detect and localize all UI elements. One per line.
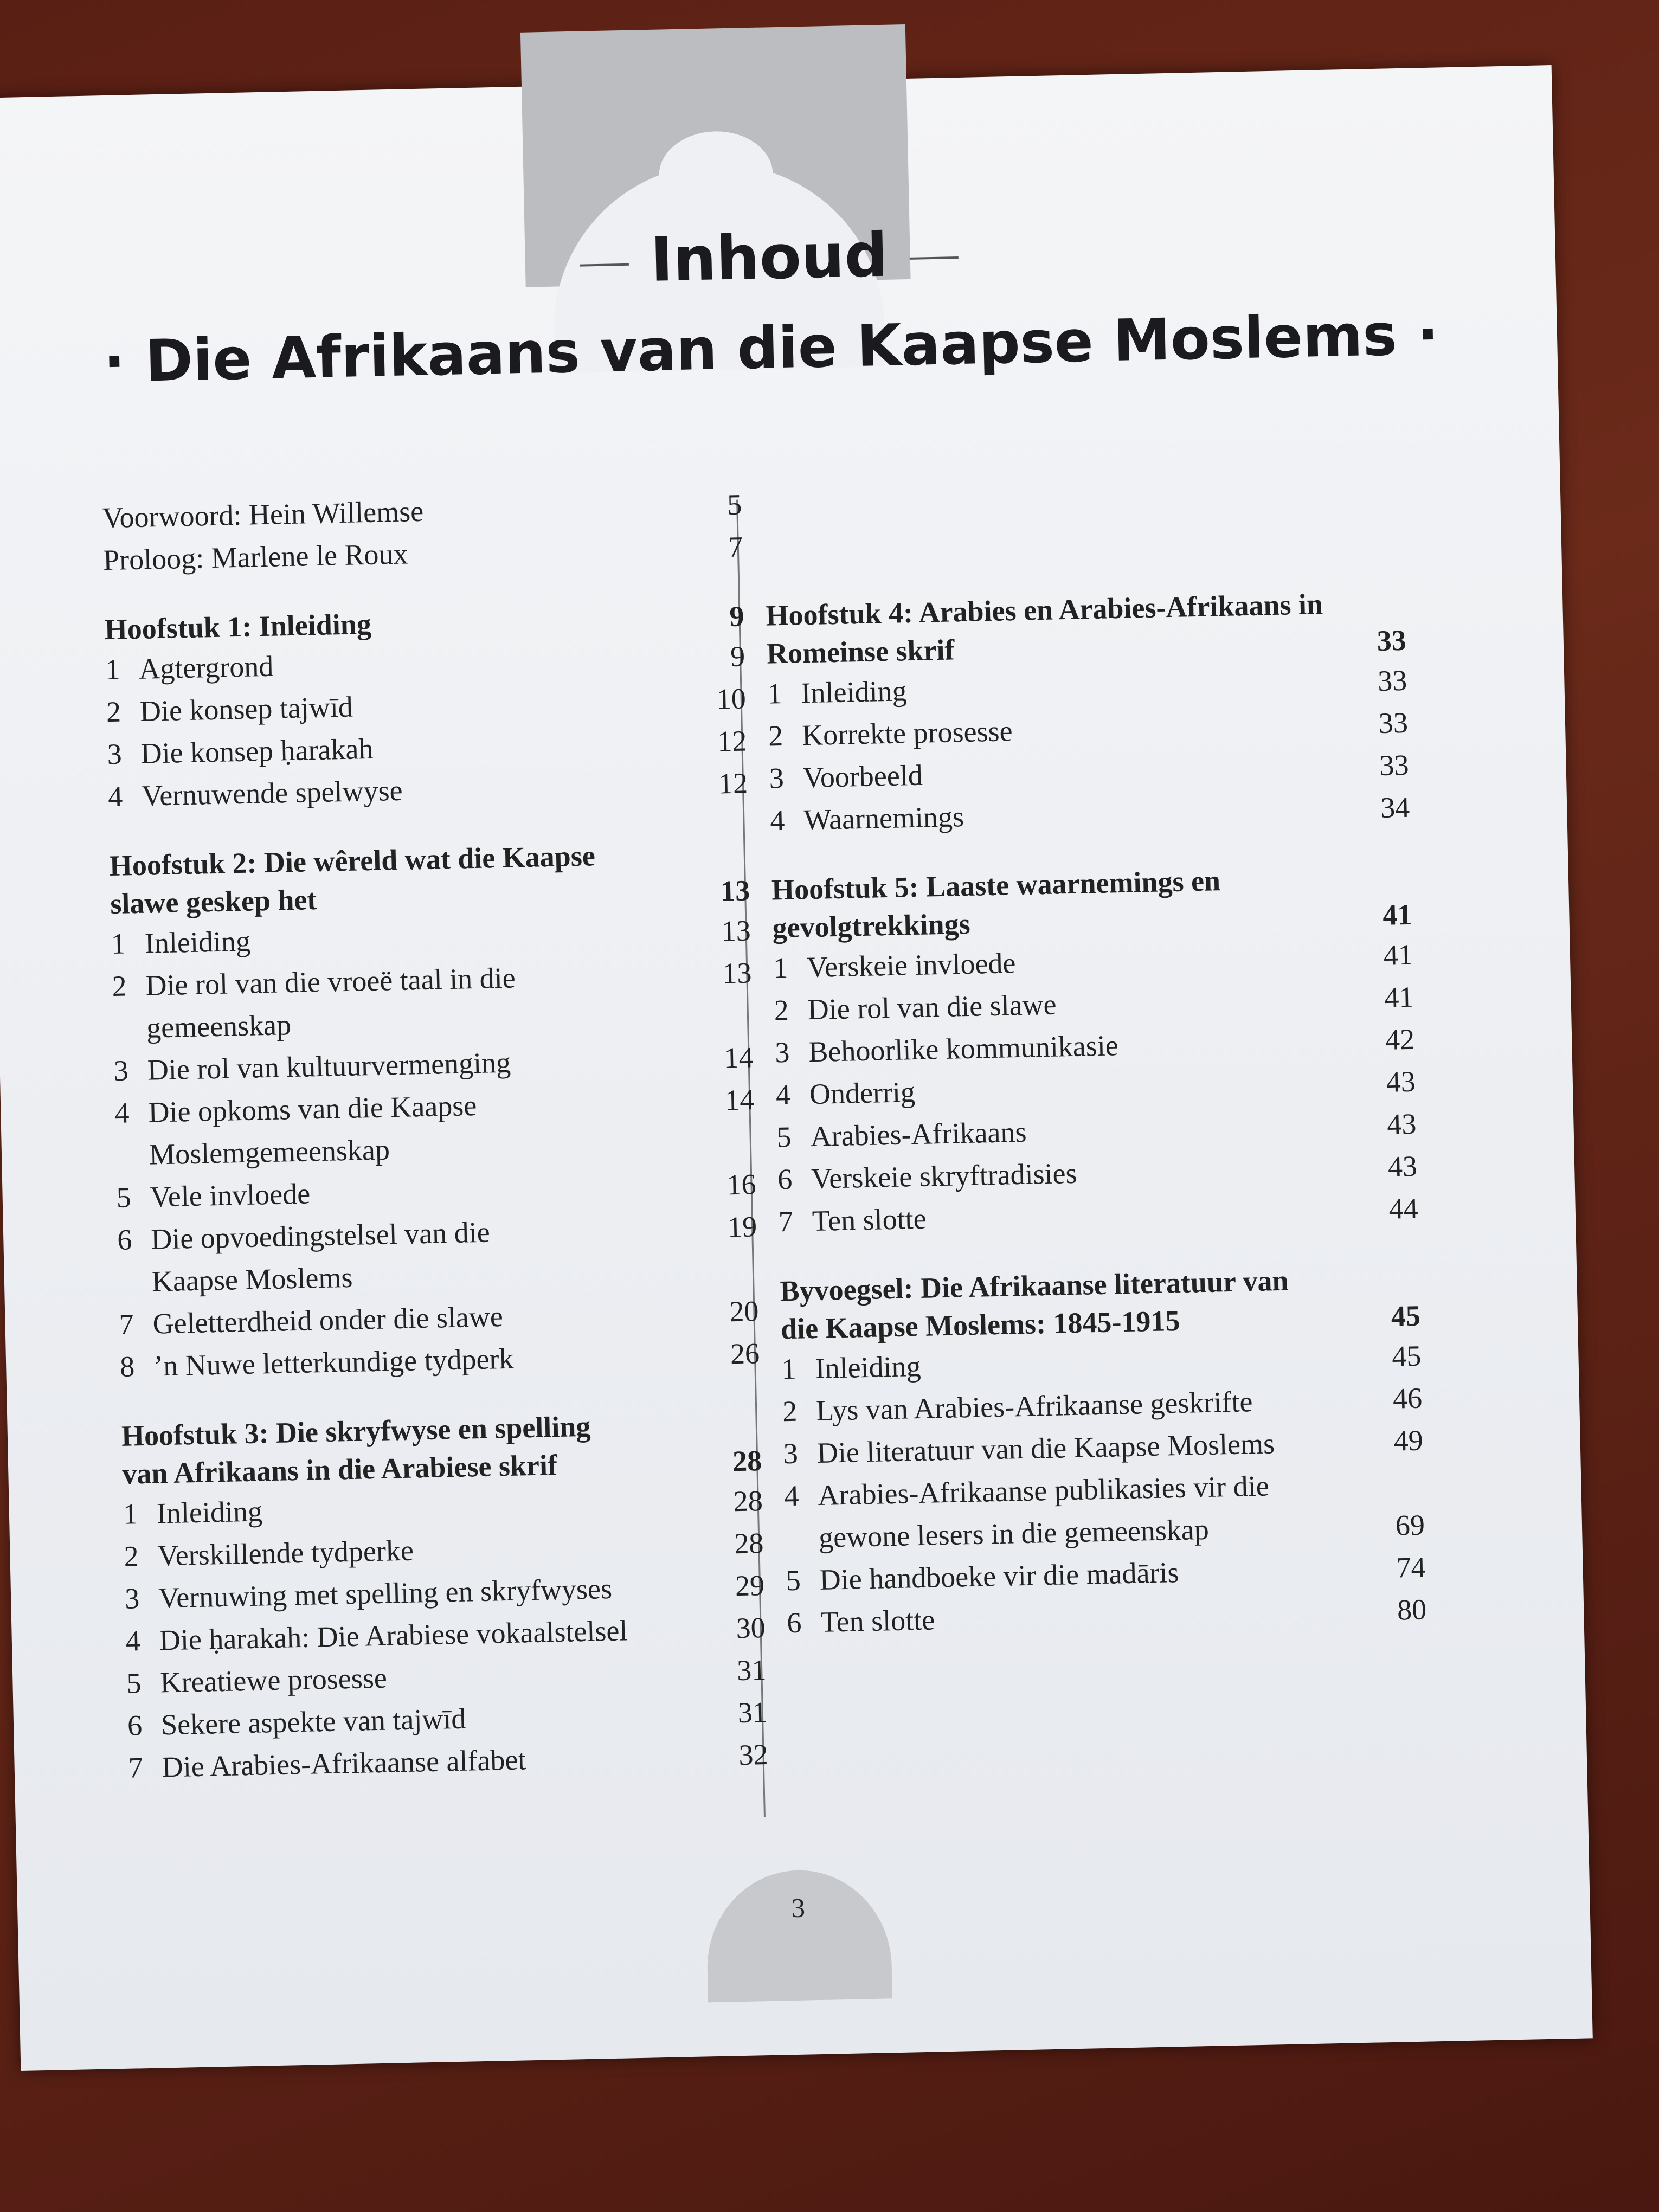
item-number: 2 — [768, 719, 783, 753]
item-label: Die konsep ḥarakah — [140, 732, 374, 770]
item-label: Behoorlike kommunikasie — [808, 1029, 1119, 1069]
item-label: Kreatiewe prosesse — [159, 1661, 388, 1699]
item-label: Die rol van kultuurvermenging — [147, 1046, 511, 1086]
page-number: 3 — [791, 1892, 806, 1924]
chapter-5-heading[interactable] — [771, 858, 1412, 947]
item-number: 3 — [106, 737, 123, 771]
item-number: 4 — [775, 1078, 791, 1111]
item-label: Geletterdheid onder die slawe — [152, 1300, 504, 1340]
item-label: Die rol van die vroeë taal in die gemeenskap — [145, 961, 516, 1044]
item-page: 9 — [730, 640, 745, 673]
title-text: Inhoud — [650, 220, 889, 295]
item-number: 5 — [126, 1667, 142, 1700]
entry-page: 5 — [726, 488, 742, 522]
item-label: Die Arabies-Afrikaanse alfabet — [162, 1743, 526, 1784]
item-number: 1 — [111, 927, 126, 961]
item-label: Inleiding — [800, 674, 908, 710]
item-page: 46 — [1392, 1381, 1423, 1415]
toc-item[interactable] — [114, 1078, 756, 1176]
item-page: 33 — [1377, 664, 1407, 697]
item-label: Lys van Arabies-Afrikaanse geskrifte — [815, 1385, 1253, 1427]
item-label: Die opkoms van die Kaapse Moslemgemeenskap — [147, 1089, 477, 1171]
item-page: 28 — [734, 1527, 764, 1560]
item-number: 3 — [783, 1437, 799, 1470]
item-label: Agtergrond — [138, 650, 274, 685]
item-page: 44 — [1388, 1192, 1419, 1225]
toc-item[interactable] — [117, 1205, 758, 1303]
item-label: Arabies-Afrikaanse publikasies vir die gewone lesers in die gemeenskap — [817, 1469, 1270, 1554]
item-page: 12 — [718, 767, 748, 800]
item-label: Vernuwende spelwyse — [141, 774, 403, 812]
item-label: Verskeie skryftradisies — [811, 1156, 1078, 1195]
item-label: Vele invloede — [150, 1177, 311, 1213]
item-number: 6 — [777, 1162, 793, 1196]
item-page: 43 — [1387, 1149, 1418, 1183]
chapter-page: 41 — [1382, 898, 1412, 931]
chapter-title: Hoofstuk 3: Die skryfwyse en spelling van Afrikaans in die Arabiese skrif — [121, 1410, 591, 1490]
item-number: 6 — [786, 1606, 802, 1639]
item-number: 4 — [125, 1624, 141, 1657]
item-page: 69 — [1395, 1508, 1425, 1542]
chapter-3-heading[interactable] — [121, 1404, 762, 1493]
item-page: 28 — [733, 1484, 763, 1518]
item-number: 7 — [778, 1205, 794, 1238]
item-label: Voorbeeld — [802, 758, 923, 794]
item-page: 33 — [1379, 748, 1410, 782]
chapter-title: Hoofstuk 4: Arabies en Arabies-Afrikaans in Romeinse skrif — [765, 588, 1323, 670]
item-number: 1 — [767, 677, 783, 710]
item-label: Die opvoedingstelsel van die Kaapse Moslems — [150, 1216, 491, 1298]
item-label: Verskillende tydperke — [157, 1534, 414, 1572]
item-page: 42 — [1385, 1023, 1415, 1056]
footer-dome-ornament — [705, 1868, 892, 2002]
item-number: 3 — [774, 1036, 790, 1069]
entry-label: Proloog: Marlene le Roux — [102, 537, 409, 577]
item-page: 31 — [737, 1696, 768, 1729]
item-number: 6 — [117, 1223, 132, 1256]
chapter-page: 9 — [729, 600, 745, 633]
item-page: 20 — [729, 1295, 760, 1328]
item-page: 13 — [721, 914, 751, 948]
item-page: 41 — [1384, 980, 1414, 1014]
item-number: 6 — [127, 1709, 143, 1742]
item-label: Onderrig — [809, 1076, 916, 1111]
item-number: 1 — [773, 951, 788, 985]
chapter-title: Hoofstuk 5: Laaste waarnemings en gevolgtrekkings — [771, 864, 1221, 944]
item-number: 1 — [781, 1352, 797, 1386]
toc-right-column — [766, 583, 1427, 1644]
item-number: 3 — [769, 761, 785, 795]
item-page: 43 — [1386, 1065, 1416, 1098]
item-number: 4 — [107, 780, 123, 813]
item-number: 1 — [105, 653, 120, 686]
item-number: 5 — [116, 1181, 132, 1214]
chapter-4-heading[interactable] — [766, 583, 1407, 673]
item-page: 74 — [1396, 1551, 1426, 1584]
item-number: 4 — [114, 1096, 130, 1129]
item-number: 1 — [123, 1497, 138, 1531]
item-number: 7 — [119, 1308, 134, 1341]
item-label: ’n Nuwe letterkundige tydperk — [153, 1342, 515, 1382]
page-subtitle: · Die Afrikaans van die Kaapse Moslems · — [102, 300, 1439, 396]
item-number: 5 — [776, 1120, 792, 1154]
item-page: 41 — [1383, 938, 1413, 972]
item-number: 2 — [111, 969, 127, 1003]
title-dash-left — [580, 263, 629, 267]
item-page: 80 — [1397, 1593, 1427, 1626]
item-label: Ten slotte — [812, 1202, 927, 1238]
item-page: 13 — [722, 956, 752, 990]
item-page: 45 — [1391, 1339, 1422, 1373]
item-label: Vernuwing met spelling en skryfwyses — [158, 1572, 613, 1615]
item-page: 16 — [726, 1168, 757, 1201]
item-page: 32 — [738, 1738, 769, 1772]
item-label: Die rol van die slawe — [807, 988, 1057, 1026]
item-page: 34 — [1380, 790, 1410, 824]
item-page: 26 — [730, 1337, 760, 1371]
item-number: 4 — [783, 1479, 800, 1513]
item-label: Korrekte prosesse — [801, 715, 1013, 752]
item-label: Die ḥarakah: Die Arabiese vokaalstelsel — [159, 1614, 628, 1657]
toc-item[interactable] — [784, 1462, 1425, 1560]
chapter-2-heading[interactable] — [109, 833, 750, 923]
toc-left-column — [102, 483, 769, 1789]
chapter-title: Hoofstuk 1: Inleiding — [104, 607, 372, 646]
item-label: Die konsep tajwīd — [139, 690, 353, 728]
item-page: 31 — [736, 1654, 767, 1687]
item-page: 43 — [1386, 1107, 1417, 1141]
item-label: Inleiding — [814, 1349, 922, 1385]
item-page: 30 — [735, 1611, 766, 1645]
item-page: 14 — [723, 1041, 754, 1075]
item-page: 33 — [1378, 706, 1409, 740]
entry-label: Voorwoord: Hein Willemse — [101, 494, 424, 535]
item-number: 4 — [769, 803, 786, 837]
item-label: Die handboeke vir die madāris — [819, 1556, 1180, 1596]
item-page: 29 — [735, 1569, 765, 1603]
item-label: Verskeie invloede — [806, 947, 1017, 984]
subtitle-text: Die Afrikaans van die Kaapse Moslems — [144, 301, 1398, 395]
item-label: Sekere aspekte van tajwīd — [160, 1702, 466, 1741]
item-number: 2 — [782, 1394, 798, 1428]
item-label: Waarnemings — [803, 800, 964, 837]
item-number: 2 — [106, 695, 121, 729]
item-number: 5 — [786, 1564, 801, 1597]
toc-item[interactable] — [112, 951, 753, 1050]
chapter-page: 33 — [1377, 623, 1407, 657]
item-page: 49 — [1393, 1424, 1424, 1457]
item-label: Arabies-Afrikaans — [810, 1115, 1027, 1153]
item-page: 19 — [727, 1210, 757, 1244]
item-label: Inleiding — [156, 1495, 263, 1530]
item-label: Die literatuur van die Kaapse Moslems — [816, 1427, 1275, 1469]
chapter-title: Byvoegsel: Die Afrikaanse literatuur van die Kaapse Moslems: 1845-1915 — [779, 1264, 1289, 1346]
item-number: 8 — [119, 1350, 135, 1383]
item-number: 2 — [123, 1540, 139, 1573]
title-dash-right — [910, 256, 959, 260]
item-page: 10 — [716, 682, 747, 716]
item-number: 3 — [124, 1582, 140, 1615]
chapter-page: 13 — [720, 874, 750, 908]
item-number: 7 — [128, 1751, 144, 1784]
appendix-heading[interactable] — [780, 1259, 1421, 1348]
item-label: Ten slotte — [820, 1603, 935, 1638]
item-page: 14 — [724, 1083, 755, 1117]
item-number: 2 — [774, 993, 789, 1027]
item-label: Inleiding — [144, 924, 251, 960]
chapter-page: 45 — [1391, 1299, 1421, 1333]
book-page — [0, 65, 1593, 2071]
chapter-page: 28 — [732, 1444, 762, 1478]
item-number: 3 — [113, 1054, 129, 1087]
entry-page: 7 — [728, 530, 743, 564]
item-page: 12 — [717, 724, 747, 758]
chapter-title: Hoofstuk 2: Die wêreld wat die Kaapse slawe geskep het — [109, 839, 596, 921]
